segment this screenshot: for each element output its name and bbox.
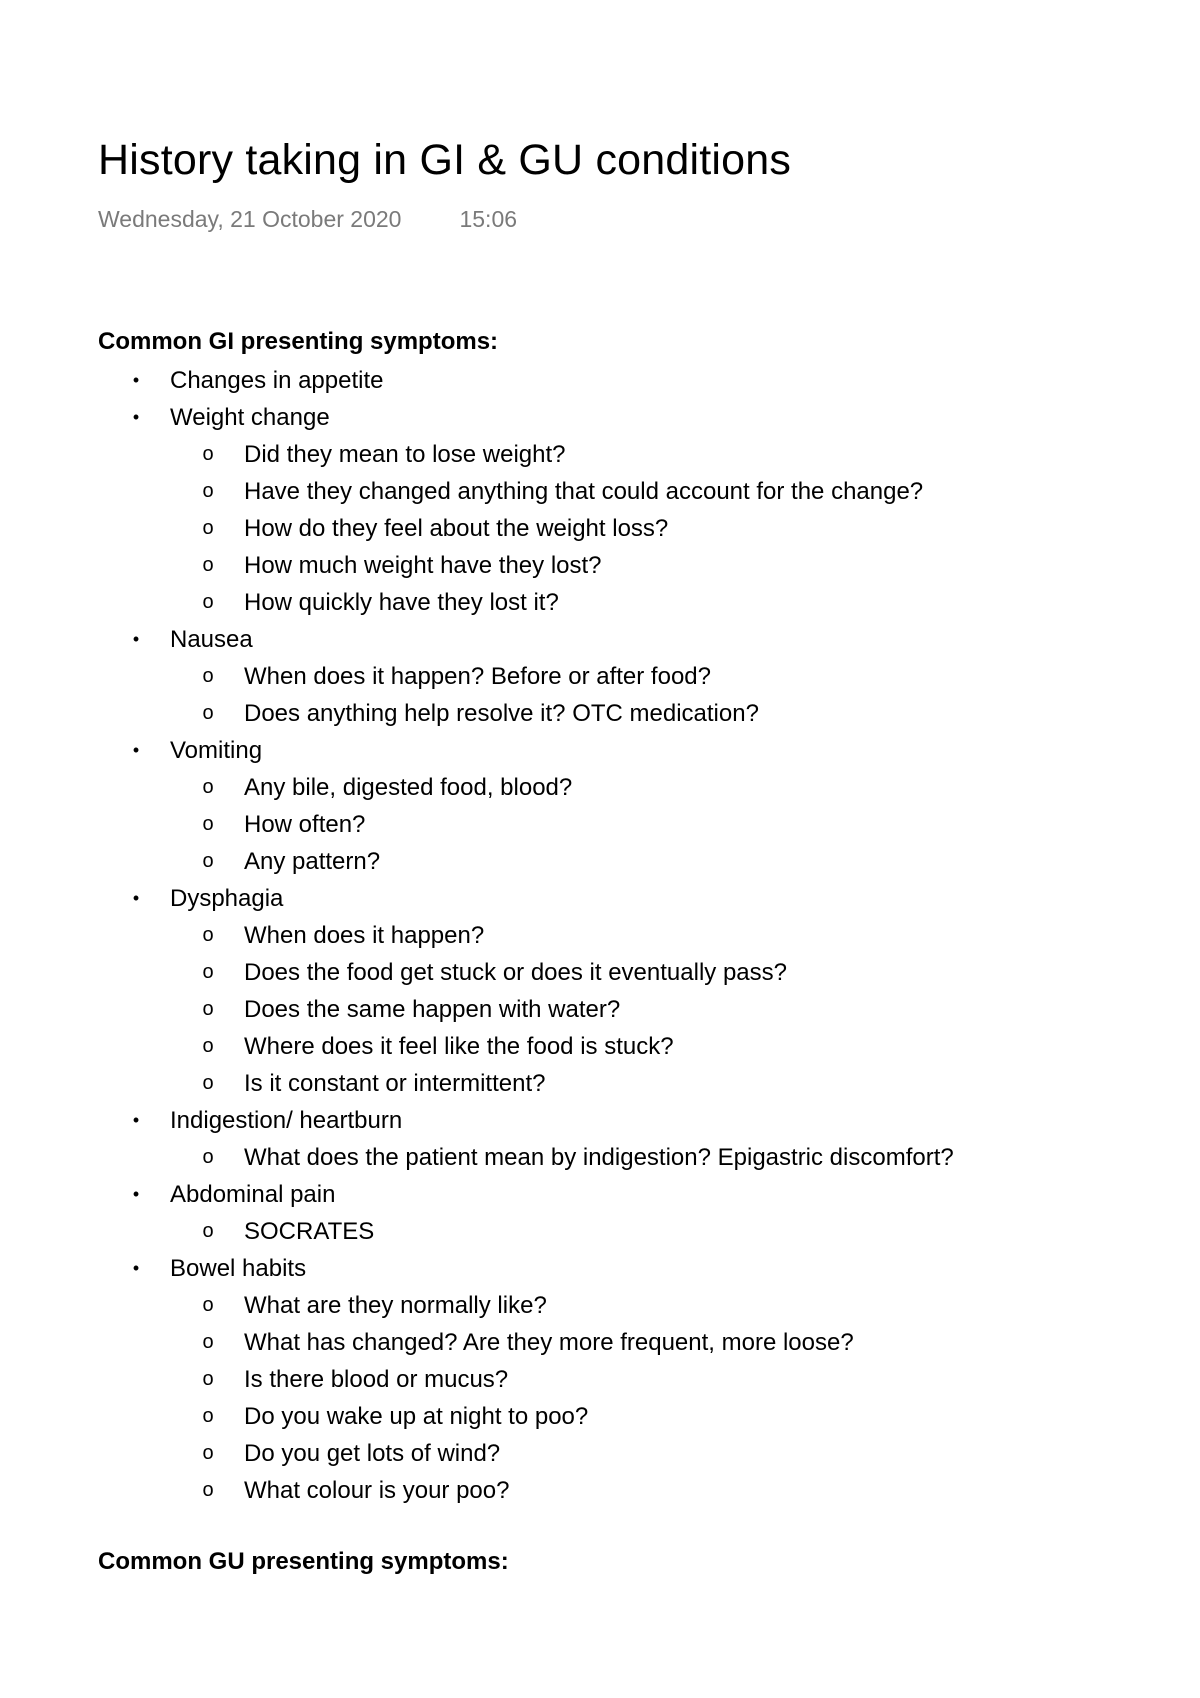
symptom-question-text: When does it happen? — [244, 922, 485, 949]
circle-bullet-icon: o — [202, 850, 214, 872]
page-metadata — [98, 206, 517, 233]
symptom-label: Changes in appetite — [170, 367, 384, 394]
circle-bullet-icon: o — [202, 961, 214, 983]
symptom-question-text: How do they feel about the weight loss? — [244, 515, 669, 542]
circle-bullet-icon: o — [202, 1442, 214, 1464]
symptom-question-text: Is there blood or mucus? — [244, 1366, 509, 1393]
symptom-question-text: How often? — [244, 811, 366, 838]
symptom-question-text: Have they changed anything that could account for the change? — [244, 478, 924, 505]
symptom-question-text: What are they normally like? — [244, 1292, 547, 1319]
bullet-icon: • — [132, 888, 140, 908]
symptom-question-text: Is it constant or intermittent? — [244, 1070, 546, 1097]
symptom-question-text: Any bile, digested food, blood? — [244, 774, 573, 801]
page-title: History taking in GI & GU conditions — [98, 136, 792, 184]
bullet-icon: • — [132, 629, 140, 649]
circle-bullet-icon: o — [202, 665, 214, 687]
circle-bullet-icon: o — [202, 813, 214, 835]
symptom-question-text: Did they mean to lose weight? — [244, 441, 566, 468]
circle-bullet-icon: o — [202, 998, 214, 1020]
gi-section-heading: Common GI presenting symptoms: — [98, 328, 499, 355]
symptom-label: Bowel habits — [170, 1255, 307, 1282]
circle-bullet-icon: o — [202, 702, 214, 724]
symptom-question-text: Do you get lots of wind? — [244, 1440, 501, 1467]
circle-bullet-icon: o — [202, 517, 214, 539]
symptom-label: Abdominal pain — [170, 1181, 336, 1208]
circle-bullet-icon: o — [202, 1368, 214, 1390]
bullet-icon: • — [132, 1110, 140, 1130]
bullet-icon: • — [132, 370, 140, 390]
symptom-question-text: Does the food get stuck or does it eventually pass? — [244, 959, 787, 986]
bullet-icon: • — [132, 740, 140, 760]
circle-bullet-icon: o — [202, 776, 214, 798]
symptom-label: Nausea — [170, 626, 253, 653]
gu-section-heading: Common GU presenting symptoms: — [98, 1548, 509, 1575]
symptom-label: Vomiting — [170, 737, 263, 764]
circle-bullet-icon: o — [202, 1220, 214, 1242]
bullet-icon: • — [132, 1184, 140, 1204]
circle-bullet-icon: o — [202, 1405, 214, 1427]
circle-bullet-icon: o — [202, 1072, 214, 1094]
circle-bullet-icon: o — [202, 1146, 214, 1168]
circle-bullet-icon: o — [202, 1035, 214, 1057]
symptom-question-text: How quickly have they lost it? — [244, 589, 559, 616]
circle-bullet-icon: o — [202, 443, 214, 465]
circle-bullet-icon: o — [202, 591, 214, 613]
symptom-question-text: SOCRATES — [244, 1218, 375, 1245]
symptom-question-text: Any pattern? — [244, 848, 381, 875]
circle-bullet-icon: o — [202, 1479, 214, 1501]
symptom-question-text: How much weight have they lost? — [244, 552, 602, 579]
symptom-label: Weight change — [170, 404, 330, 431]
page-date: Wednesday, 21 October 2020 — [98, 206, 402, 232]
page-time: 15:06 — [459, 206, 518, 232]
symptom-question-text: What does the patient mean by indigestion? Epigastric discomfort? — [244, 1144, 954, 1171]
circle-bullet-icon: o — [202, 924, 214, 946]
symptom-question-text: Where does it feel like the food is stuck? — [244, 1033, 674, 1060]
bullet-icon: • — [132, 1258, 140, 1278]
circle-bullet-icon: o — [202, 1331, 214, 1353]
symptom-question-text: What has changed? Are they more frequent, more loose? — [244, 1329, 854, 1356]
bullet-icon: • — [132, 407, 140, 427]
symptom-question-text: Does the same happen with water? — [244, 996, 621, 1023]
circle-bullet-icon: o — [202, 480, 214, 502]
symptom-label: Dysphagia — [170, 885, 284, 912]
symptom-question-text: What colour is your poo? — [244, 1477, 510, 1504]
circle-bullet-icon: o — [202, 554, 214, 576]
symptom-question-text: Does anything help resolve it? OTC medication? — [244, 700, 759, 727]
symptom-question-text: When does it happen? Before or after food? — [244, 663, 711, 690]
symptom-question-text: Do you wake up at night to poo? — [244, 1403, 589, 1430]
symptom-label: Indigestion/ heartburn — [170, 1107, 403, 1134]
circle-bullet-icon: o — [202, 1294, 214, 1316]
